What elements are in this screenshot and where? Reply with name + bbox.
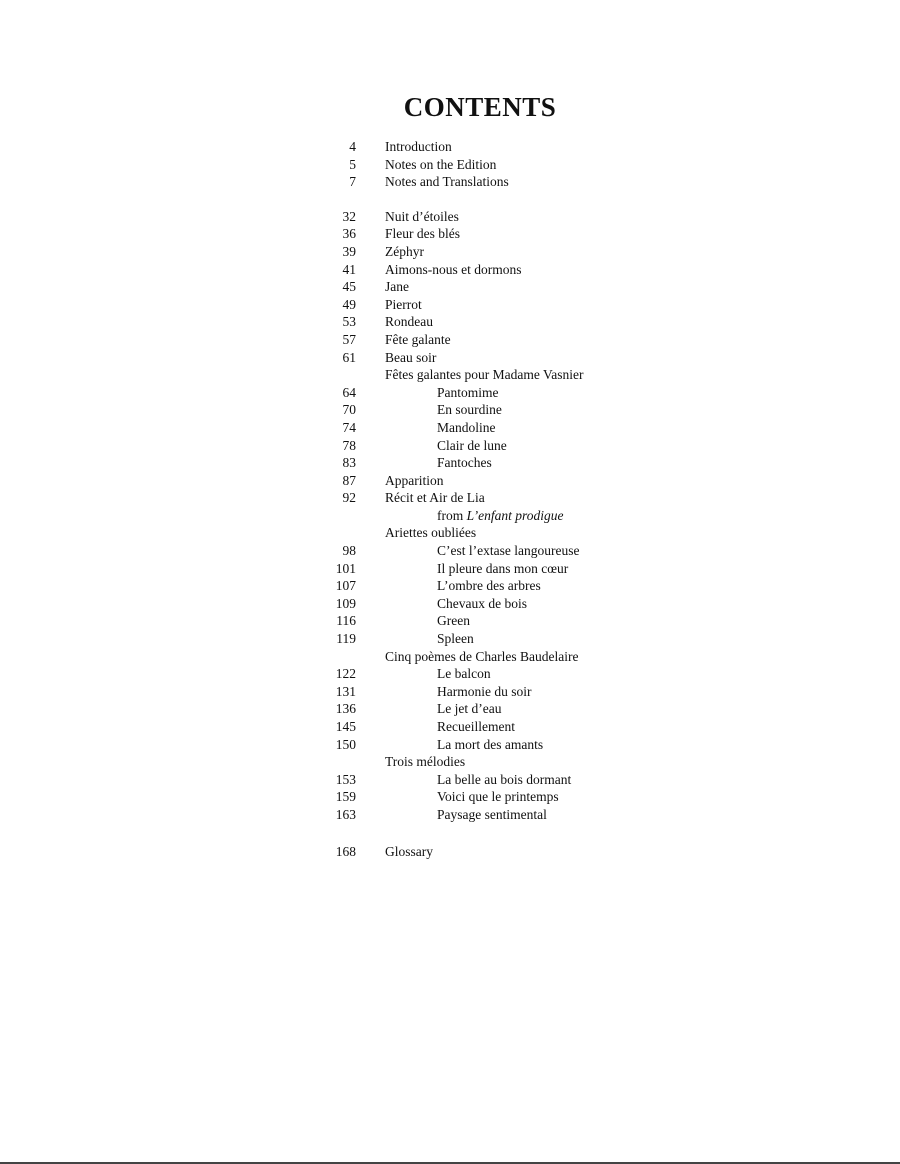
entry-title: Aimons-nous et dormons xyxy=(385,261,522,277)
entry-title-prefix: from xyxy=(437,507,464,523)
page-number: 64 xyxy=(342,384,356,400)
entry-title: Recueillement xyxy=(437,719,515,734)
page-number: 153 xyxy=(335,771,356,787)
toc-group-ariettes-oubliees xyxy=(300,524,720,542)
toc-entry-fleur-bles xyxy=(300,225,720,243)
page-number: 101 xyxy=(335,560,356,576)
toc-entry-from-enfant-prodigue xyxy=(300,507,720,525)
entry-title: L’ombre des arbres xyxy=(437,578,541,594)
entry-title: Glossary xyxy=(385,843,433,859)
toc-entry-nuit-etoiles xyxy=(300,208,720,226)
toc-entry-jane xyxy=(300,278,720,296)
toc-entry-paysage-sentimental xyxy=(300,806,720,824)
toc-entry-il-pleure xyxy=(300,560,720,578)
entry-title: La mort des amants xyxy=(437,736,544,752)
entry-title: Rondeau xyxy=(385,314,433,330)
toc-entry-aimons-nous xyxy=(300,261,720,279)
toc-entry-notes-translations xyxy=(300,173,720,191)
entry-title: C’est l’extase langoureuse xyxy=(437,543,580,559)
toc-entry-introduction xyxy=(300,138,720,156)
page-number: 92 xyxy=(342,490,356,506)
toc-entry-apparition xyxy=(300,472,720,490)
toc-entry-recit-air-lia xyxy=(300,489,720,507)
entry-title: Clair de lune xyxy=(437,437,507,453)
toc-entry-spleen xyxy=(300,630,720,648)
entry-title: Trois mélodies xyxy=(385,754,466,770)
toc-entry-pantomime xyxy=(300,384,720,402)
page-number: 70 xyxy=(342,402,356,418)
toc-entry-mandoline xyxy=(300,419,720,437)
page-number: 159 xyxy=(335,789,356,805)
entry-title: Pierrot xyxy=(385,296,422,312)
entry-title: Fête galante xyxy=(385,331,451,347)
entry-title: Pantomime xyxy=(437,384,499,400)
page-number: 168 xyxy=(335,843,356,859)
entry-title: Notes on the Edition xyxy=(385,156,497,172)
toc-entry-lombre-des-arbres xyxy=(300,577,720,595)
entry-title-italic: L’enfant prodigue xyxy=(466,507,564,523)
page-number: 32 xyxy=(342,208,356,224)
page-number: 78 xyxy=(342,437,356,453)
page-number: 5 xyxy=(349,156,356,172)
entry-title: Récit et Air de Lia xyxy=(385,490,485,506)
page-number: 150 xyxy=(335,736,356,752)
entry-title: Cinq poèmes de Charles Baudelaire xyxy=(385,648,579,664)
entry-title: Green xyxy=(437,613,470,629)
page-number: 83 xyxy=(342,455,356,471)
page-number: 57 xyxy=(342,331,356,347)
page-number: 87 xyxy=(342,472,356,488)
toc-entry-harmonie-du-soir xyxy=(300,683,720,701)
toc-entry-pierrot xyxy=(300,296,720,314)
page-number: 39 xyxy=(342,243,356,259)
entry-title: Il pleure dans mon cœur xyxy=(437,560,569,576)
toc-entry-cest-lextase xyxy=(300,542,720,560)
entry-title: Fêtes galantes pour Madame Vasnier xyxy=(385,367,584,383)
page-number: 4 xyxy=(349,139,356,154)
toc-entry-notes-edition xyxy=(300,156,720,174)
toc-group-trois-melodies xyxy=(300,753,720,771)
entry-title: Harmonie du soir xyxy=(437,683,532,699)
entry-title xyxy=(437,507,564,525)
page-number: 163 xyxy=(335,806,356,822)
page-number: 98 xyxy=(342,543,356,559)
toc-entry-glossary xyxy=(300,843,720,861)
page-number: 136 xyxy=(335,701,356,717)
entry-title: Spleen xyxy=(437,631,474,647)
entry-title: Fleur des blés xyxy=(385,226,460,242)
entry-title: Jane xyxy=(385,279,409,295)
entry-title: Ariettes oubliées xyxy=(385,525,477,541)
toc-entry-le-balcon xyxy=(300,665,720,683)
toc-group-cinq-poemes xyxy=(300,648,720,666)
toc-entry-rondeau xyxy=(300,313,720,331)
page-number: 74 xyxy=(342,419,356,435)
entry-title: Voici que le printemps xyxy=(437,789,559,805)
page-number: 131 xyxy=(335,683,356,699)
toc-entry-la-belle-au-bois xyxy=(300,771,720,789)
toc-entry-zephyr xyxy=(300,243,720,261)
entry-title: Introduction xyxy=(385,139,452,154)
toc-entry-la-mort-des-amants xyxy=(300,736,720,754)
page-number: 61 xyxy=(342,349,356,365)
toc-entry-beau-soir xyxy=(300,349,720,367)
page-number: 45 xyxy=(342,279,356,295)
toc-entry-voici-que-le-printemps xyxy=(300,788,720,806)
page-number: 122 xyxy=(335,666,356,682)
page-title: CONTENTS xyxy=(403,92,557,122)
toc-entry-clair-de-lune xyxy=(300,437,720,455)
toc-entry-en-sourdine xyxy=(300,401,720,419)
table-of-contents xyxy=(300,138,720,860)
entry-title: Fantoches xyxy=(437,455,492,471)
page-number: 107 xyxy=(335,578,356,594)
entry-title: Le jet d’eau xyxy=(437,701,502,717)
entry-title: Nuit d’étoiles xyxy=(385,208,459,224)
page-number: 41 xyxy=(342,261,356,277)
entry-title: La belle au bois dormant xyxy=(437,771,572,787)
toc-entry-chevaux-de-bois xyxy=(300,595,720,613)
entry-title: Chevaux de bois xyxy=(437,595,527,611)
toc-group-fetes-galantes xyxy=(300,366,720,384)
toc-entry-recueillement xyxy=(300,718,720,736)
entry-title: En sourdine xyxy=(437,402,502,418)
page-number: 53 xyxy=(342,314,356,330)
toc-entry-green xyxy=(300,612,720,630)
page-number: 145 xyxy=(335,719,356,734)
entry-title: Beau soir xyxy=(385,349,437,365)
entry-title: Mandoline xyxy=(437,419,496,435)
entry-title: Paysage sentimental xyxy=(437,806,547,822)
toc-entry-le-jet-deau xyxy=(300,700,720,718)
entry-title: Apparition xyxy=(385,472,444,488)
page-number: 119 xyxy=(336,631,356,647)
page-number: 36 xyxy=(342,226,356,242)
page-number: 116 xyxy=(336,613,356,629)
toc-entry-fantoches xyxy=(300,454,720,472)
entry-title: Zéphyr xyxy=(385,243,424,259)
page-number: 109 xyxy=(335,595,356,611)
page-number: 7 xyxy=(349,174,356,190)
entry-title: Le balcon xyxy=(437,666,491,682)
toc-entry-fete-galante xyxy=(300,331,720,349)
page-number: 49 xyxy=(342,296,356,312)
entry-title: Notes and Translations xyxy=(385,174,509,190)
